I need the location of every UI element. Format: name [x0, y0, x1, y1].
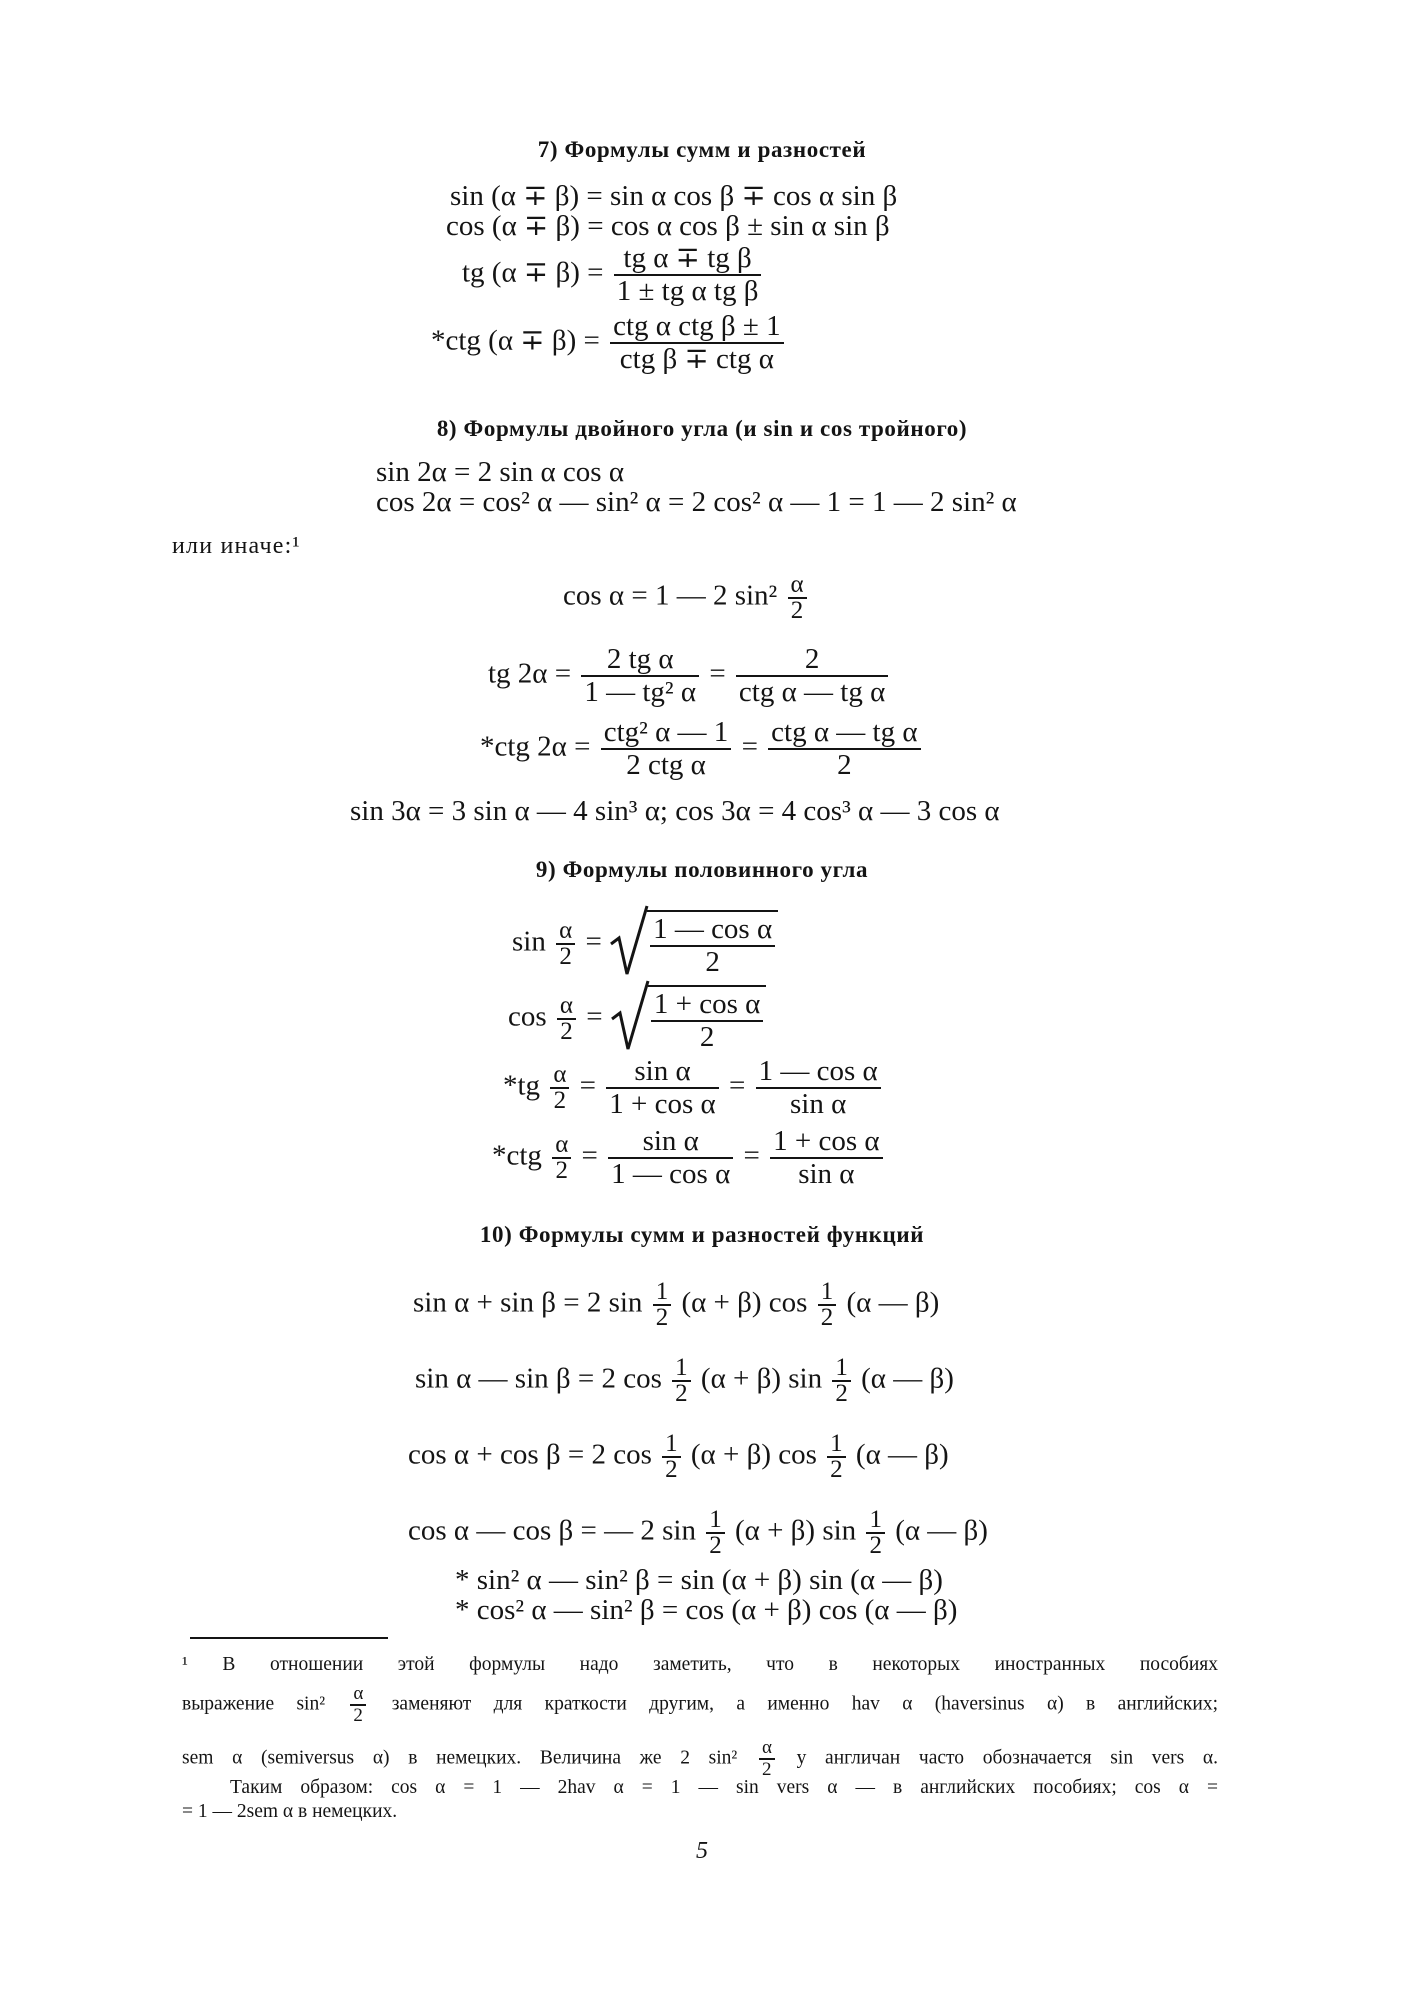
sin-half-root	[609, 910, 778, 978]
fraction-two: 2	[706, 1532, 725, 1558]
formula-cos-double: cos 2α = cos² α — sin² α = 2 cos² α — 1 = 1 — 2 sin² α	[376, 486, 1017, 518]
sin-plus-sin-part-c: (α — β)	[846, 1286, 940, 1319]
formula-triple-angle: sin 3α = 3 sin α — 4 sin³ α; cos 3α = 4 cos³ α — 3 cos α	[350, 795, 1000, 827]
cos-minus-cos-part-c: (α — β)	[895, 1514, 988, 1547]
ctg-double-fraction-2	[768, 717, 920, 781]
tg-half-equals-2: =	[729, 1069, 746, 1102]
tg-double-denominator-2: ctg α — tg α	[736, 675, 888, 708]
ctg-half-arg-denominator: 2	[552, 1157, 571, 1183]
radical-sign-icon	[610, 979, 650, 1051]
footnote-line-1	[182, 1653, 1218, 1677]
ctg-half-numerator-2: 1 + cos α	[773, 1125, 880, 1157]
tg-double-equals: =	[709, 657, 726, 690]
ctg-half-argument	[552, 1133, 571, 1183]
tg-double-denominator-1: 1 — tg² α	[581, 675, 699, 708]
footnote-line-4-text: Таким образом: cos α = 1 — 2hav α = 1 — sin vers α — в английских пособиях; cos α =	[230, 1777, 1218, 1798]
sin-plus-sin-part-a: sin α + sin β = 2 sin	[413, 1286, 643, 1319]
sin-half-root-denominator: 2	[650, 945, 775, 978]
tg-double-numerator-2: 2	[804, 643, 820, 675]
formula-sin-double: sin 2α = 2 sin α cos α	[376, 456, 625, 488]
footnote-line-2-numerator: α	[353, 1683, 364, 1704]
footnote-line-3-numerator: α	[761, 1737, 772, 1758]
cos-minus-cos-half-2	[866, 1508, 885, 1558]
cos-minus-cos-half-1	[706, 1508, 725, 1558]
formula-tg-double	[488, 644, 891, 708]
sin-half-arg-denominator: 2	[556, 943, 575, 969]
cos-plus-cos-part-b: (α + β) cos	[690, 1438, 817, 1471]
sin-half-equals: =	[585, 925, 602, 958]
formula-tg-sum	[462, 243, 764, 307]
tg-double-numerator-1: 2 tg α	[606, 643, 674, 675]
tg-half-arg-denominator: 2	[550, 1087, 569, 1113]
cos-half-lhs: cos	[508, 1000, 547, 1033]
cos-half-root	[610, 985, 766, 1053]
footnote-line-2-fraction	[350, 1684, 366, 1726]
tg-half-denominator-1: 1 + cos α	[606, 1087, 718, 1120]
footnote-line-2-denominator: 2	[350, 1704, 366, 1726]
cos-half-arg-numerator: α	[559, 992, 574, 1019]
section-9-title: 9) Формулы половинного угла	[535, 857, 869, 882]
cos-half-sq-numerator: α	[790, 571, 804, 598]
tg-sum-numerator: tg α ∓ tg β	[623, 242, 752, 274]
ctg-half-lhs: *ctg	[492, 1139, 542, 1172]
formula-cos-half	[508, 985, 766, 1053]
cos-plus-cos-half-1	[662, 1432, 681, 1482]
footnote-line-3-denominator: 2	[759, 1758, 775, 1780]
cos-half-sq-denominator: 2	[788, 597, 807, 623]
tg-half-numerator-1: sin α	[634, 1055, 691, 1087]
formula-cos-half-sq	[563, 573, 810, 623]
footnote-line-3-body	[182, 1738, 1218, 1780]
sin-minus-sin-half-1	[672, 1356, 691, 1406]
section-7-title: 7) Формулы сумм и разностей	[537, 137, 867, 162]
ctg-sum-denominator: ctg β ∓ ctg α	[610, 342, 783, 375]
ctg-sum-lhs: *ctg (α ∓ β) =	[431, 324, 600, 357]
tg-half-fraction-2	[756, 1056, 881, 1120]
fraction-one: 1	[820, 1278, 834, 1305]
footnote-line-5-text: = 1 — 2sem α в немецких.	[182, 1801, 398, 1822]
sin-half-lhs: sin	[512, 925, 546, 958]
ctg-double-denominator-2: 2	[768, 748, 920, 781]
footnote-line-3-b: у англичан часто обозначается sin vers α.	[796, 1747, 1219, 1769]
sin-half-root-fraction	[650, 914, 775, 978]
tg-double-fraction-2	[736, 644, 888, 708]
formula-tg-half	[503, 1056, 884, 1120]
cos-half-arg-denominator: 2	[557, 1018, 576, 1044]
footnote-line-2-a: выражение sin²	[182, 1693, 326, 1715]
page-number: 5	[696, 1838, 708, 1864]
fraction-one: 1	[869, 1506, 882, 1533]
footnote-line-4	[230, 1776, 1218, 1800]
radical-sign-icon	[609, 904, 649, 976]
fraction-two: 2	[866, 1532, 885, 1558]
fraction-two: 2	[672, 1380, 691, 1406]
ctg-half-arg-numerator: α	[555, 1131, 569, 1158]
sin-minus-sin-half-2	[832, 1356, 851, 1406]
ctg-sum-numerator: ctg α ctg β ± 1	[613, 310, 781, 342]
fraction-two: 2	[827, 1456, 846, 1482]
tg-half-lhs: *tg	[503, 1069, 541, 1102]
footnote-line-3	[182, 1738, 1218, 1780]
tg-half-denominator-2: sin α	[756, 1087, 881, 1120]
ctg-half-equals-2: =	[743, 1139, 760, 1172]
cos-plus-cos-part-c: (α — β)	[855, 1438, 949, 1471]
section-8-title: 8) Формулы двойного угла (и sin и cos тройного)	[436, 416, 968, 441]
fraction-one: 1	[830, 1430, 843, 1457]
cos-plus-cos-half-2	[827, 1432, 846, 1482]
cos-half-sq-fraction	[788, 573, 807, 623]
tg-half-fraction-1	[606, 1056, 718, 1120]
ctg-half-numerator-1: sin α	[642, 1125, 699, 1157]
tg-double-lhs: tg 2α =	[488, 657, 572, 690]
formula-sin-plus-sin	[413, 1280, 939, 1330]
formula-cos-minus-cos	[408, 1508, 988, 1558]
formula-sin-half	[512, 910, 778, 978]
ctg-half-denominator-2: sin α	[770, 1157, 882, 1190]
fraction-one: 1	[675, 1354, 688, 1381]
cos-half-sq-lhs: cos α = 1 — 2 sin²	[563, 579, 778, 612]
tg-sum-lhs: tg (α ∓ β) =	[462, 256, 604, 289]
footnote-line-2-body	[182, 1684, 1218, 1726]
cos-minus-cos-part-a: cos α — cos β = — 2 sin	[408, 1514, 696, 1547]
sin-half-argument	[556, 919, 575, 969]
formula-sin-sq-diff: * sin² α — sin² β = sin (α + β) sin (α — β)	[455, 1564, 943, 1596]
footnote-line-2-b: заменяют для краткости другим, а именно hav α (haversinus α) в английских;	[391, 1693, 1219, 1715]
ctg-half-fraction-2	[770, 1126, 882, 1190]
ctg-double-denominator-1: 2 ctg α	[601, 748, 732, 781]
tg-sum-fraction	[614, 243, 762, 307]
tg-half-arg-numerator: α	[553, 1061, 567, 1088]
fraction-two: 2	[818, 1304, 837, 1330]
sin-plus-sin-part-b: (α + β) cos	[681, 1286, 808, 1319]
formula-ctg-double	[480, 717, 924, 781]
sin-minus-sin-part-c: (α — β)	[861, 1362, 954, 1395]
formula-cos-plus-cos	[408, 1432, 949, 1482]
fraction-two: 2	[832, 1380, 851, 1406]
footnote-line-2	[182, 1684, 1218, 1726]
formula-cos-sq-diff: * cos² α — sin² β = cos (α + β) cos (α — β)	[455, 1594, 958, 1626]
ctg-double-numerator-2: ctg α — tg α	[771, 716, 918, 748]
ctg-half-denominator-1: 1 — cos α	[608, 1157, 733, 1190]
tg-double-fraction-1	[581, 644, 699, 708]
alternatively-label: или иначе:¹	[172, 533, 301, 559]
cos-half-root-denominator: 2	[651, 1020, 763, 1053]
tg-sum-denominator: 1 ± tg α tg β	[614, 274, 762, 307]
ctg-half-equals-1: =	[581, 1139, 598, 1172]
footnote-line-3-fraction	[759, 1738, 775, 1780]
cos-half-root-fraction	[651, 989, 763, 1053]
formula-ctg-half	[492, 1126, 886, 1190]
ctg-double-numerator-1: ctg² α — 1	[603, 716, 729, 748]
formula-sin-sum: sin (α ∓ β) = sin α cos β ∓ cos α sin β	[450, 180, 898, 212]
fraction-one: 1	[655, 1278, 669, 1305]
ctg-double-equals: =	[741, 730, 758, 763]
footnote-line-1-text: ¹ В отношении этой формулы надо заметить, что в некоторых иностранных пособиях	[182, 1654, 1218, 1675]
fraction-one: 1	[835, 1354, 848, 1381]
formula-cos-sum: cos (α ∓ β) = cos α cos β ± sin α sin β	[446, 210, 890, 242]
ctg-double-lhs: *ctg 2α =	[480, 730, 591, 763]
tg-half-equals-1: =	[579, 1069, 597, 1102]
ctg-sum-fraction	[610, 311, 783, 375]
sin-half-root-numerator: 1 — cos α	[653, 913, 773, 945]
fraction-one: 1	[709, 1506, 722, 1533]
sin-half-arg-numerator: α	[559, 917, 573, 944]
cos-half-argument	[557, 994, 576, 1044]
formula-sin-minus-sin	[415, 1356, 954, 1406]
footnote-rule	[190, 1637, 388, 1639]
cos-minus-cos-part-b: (α + β) sin	[734, 1514, 857, 1547]
section-10-title: 10) Формулы сумм и разностей функций	[479, 1222, 925, 1247]
tg-half-argument	[550, 1063, 569, 1113]
cos-half-root-numerator: 1 + cos α	[653, 988, 761, 1020]
fraction-two: 2	[662, 1456, 681, 1482]
sin-minus-sin-part-b: (α + β) sin	[700, 1362, 823, 1395]
fraction-two: 2	[653, 1304, 672, 1330]
footnote-line-5	[182, 1800, 1218, 1824]
footnote-line-3-a: sem α (semiversus α) в немецких. Величина же 2 sin²	[182, 1747, 738, 1769]
sin-plus-sin-half-2	[818, 1280, 837, 1330]
ctg-double-fraction-1	[601, 717, 732, 781]
tg-half-numerator-2: 1 — cos α	[758, 1055, 878, 1087]
ctg-half-fraction-1	[608, 1126, 733, 1190]
fraction-one: 1	[665, 1430, 678, 1457]
formula-ctg-sum	[431, 311, 787, 375]
cos-plus-cos-part-a: cos α + cos β = 2 cos	[408, 1438, 652, 1471]
cos-half-equals: =	[586, 1000, 603, 1033]
sin-minus-sin-part-a: sin α — sin β = 2 cos	[415, 1362, 662, 1395]
sin-plus-sin-half-1	[653, 1280, 672, 1330]
